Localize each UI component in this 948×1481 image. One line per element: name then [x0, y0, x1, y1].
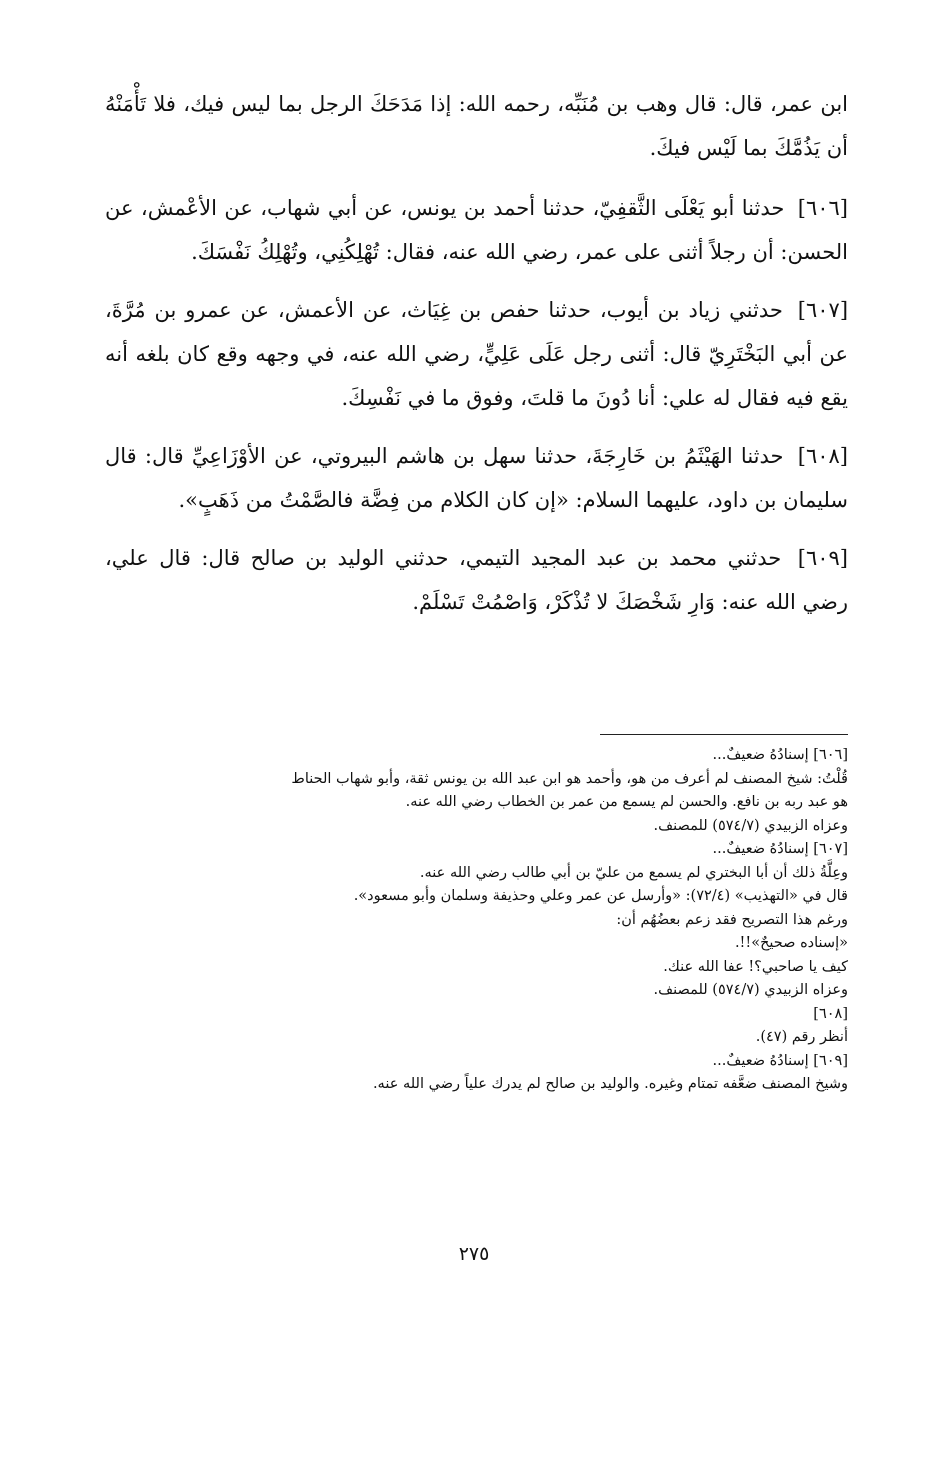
footnote-line: قال في «التهذيب» (٧٢/٤): «وأرسل عن عمر وعلي وحذيفة وسلمان وأبو مسعود». — [353, 888, 848, 904]
hadith-number: [٦٠٧] — [797, 298, 849, 322]
main-text — [105, 82, 848, 638]
footnote-line: أنظر رقم (٤٧). — [755, 1029, 848, 1045]
footnote-line: قُلْتُ: شيخ المصنف لم أعرف من هو، وأحمد هو ابن عبد الله بن يونس ثقة، وأبو شهاب الحناط — [291, 770, 848, 787]
hadith-609 — [105, 536, 848, 624]
footnote-line: [٦٠٧] إسنادُهُ ضعيفٌ... — [712, 841, 848, 857]
paragraph-text: ابن عمر، قال: قال وهب بن مُنَبِّه، رحمه الله: إذا مَدَحَكَ الرجل بما ليس فيك، فلا تَأْمَنْهُ أن يَذُمَّكَ بما لَيْس فيكَ. — [105, 92, 848, 160]
footnote-line: [٦٠٩] إسنادُهُ ضعيفٌ... — [712, 1052, 848, 1069]
hadith-607 — [105, 288, 848, 420]
paragraph-continuation — [105, 82, 848, 170]
footnote-line: هو عبد ربه بن نافع. والحسن لم يسمع من عمر بن الخطاب رضي الله عنه. — [405, 794, 848, 810]
footnote-line: كيف يا صاحبي؟! عفا الله عنك. — [663, 958, 848, 975]
hadith-606 — [105, 186, 848, 274]
footnote-line: وعزاه الزبيدي (٥٧٤/٧) للمصنف. — [653, 982, 848, 998]
footnote-line: [٦٠٨] — [813, 1005, 848, 1022]
hadith-number: [٦٠٩] — [797, 546, 848, 570]
footnote-line: [٦٠٦] إسنادُهُ ضعيفٌ... — [712, 747, 848, 763]
footnote-line: وعِلَّةُ ذلك أن أبا البختري لم يسمع من عليّ بن أبي طالب رضي الله عنه. — [419, 864, 848, 881]
footnote-divider — [600, 734, 848, 735]
hadith-number: [٦٠٦] — [797, 196, 848, 220]
hadith-608 — [105, 434, 848, 522]
footnote-line: وعزاه الزبيدي (٥٧٤/٧) للمصنف. — [653, 817, 848, 834]
page-number: ٢٧٥ — [458, 1243, 490, 1265]
paragraph-text: حدثني زياد بن أيوب، حدثنا حفص بن غِيَاث، عن الأعمش، عن عمرو بن مُرَّةَ، عن أبي البَخْتَرِيّ قال: أثنى رجل عَلَى عَلِيٍّ، رضي الله عنه، في وجهه وقع كان بلغه أنه يقع فيه فقال له علي: أنا دُونَ ما قلتَ، وفوق ما في نَفْسِكَ. — [105, 298, 848, 410]
footnote-line: «إسناده صحيحٌ»!!. — [734, 935, 848, 951]
hadith-number: [٦٠٨] — [797, 444, 848, 468]
paragraph-text: حدثني محمد بن عبد المجيد التيمي، حدثني الوليد بن صالح قال: قال علي، رضي الله عنه: وَارِ شَخْصَكَ لا تُذْكَرْ، وَاصْمُتْ تَسْلَمْ. — [105, 546, 848, 614]
footnote-line: وشيخ المصنف ضعَّفه تمتام وغيره. والوليد بن صالح لم يدرك علياً رضي الله عنه. — [372, 1076, 848, 1092]
footnotes — [100, 744, 848, 1097]
paragraph-text: حدثنا أبو يَعْلَى الثَّقفِيّ، حدثنا أحمد بن يونس، عن أبي شهاب، عن الأعْمش، عن الحسن: أن رجلاً أثنى على عمر، رضي الله عنه، فقال: تُهْلِكُنِي، وتُهْلِكُ نَفْسَكَ. — [105, 196, 848, 264]
footnote-line: ورغم هذا التصريح فقد زعم بعضُهُم أن: — [616, 911, 848, 928]
paragraph-text: حدثنا الهَيْثَمُ بن خَارِجَةَ، حدثنا سهل بن هاشم البيروتي، عن الأوْزَاعِيِّ قال: قال سليمان بن داود، عليهما السلام: «إن كان الكلام من فِضَّة فالصَّمْتُ من ذَهَبٍ». — [105, 444, 848, 512]
